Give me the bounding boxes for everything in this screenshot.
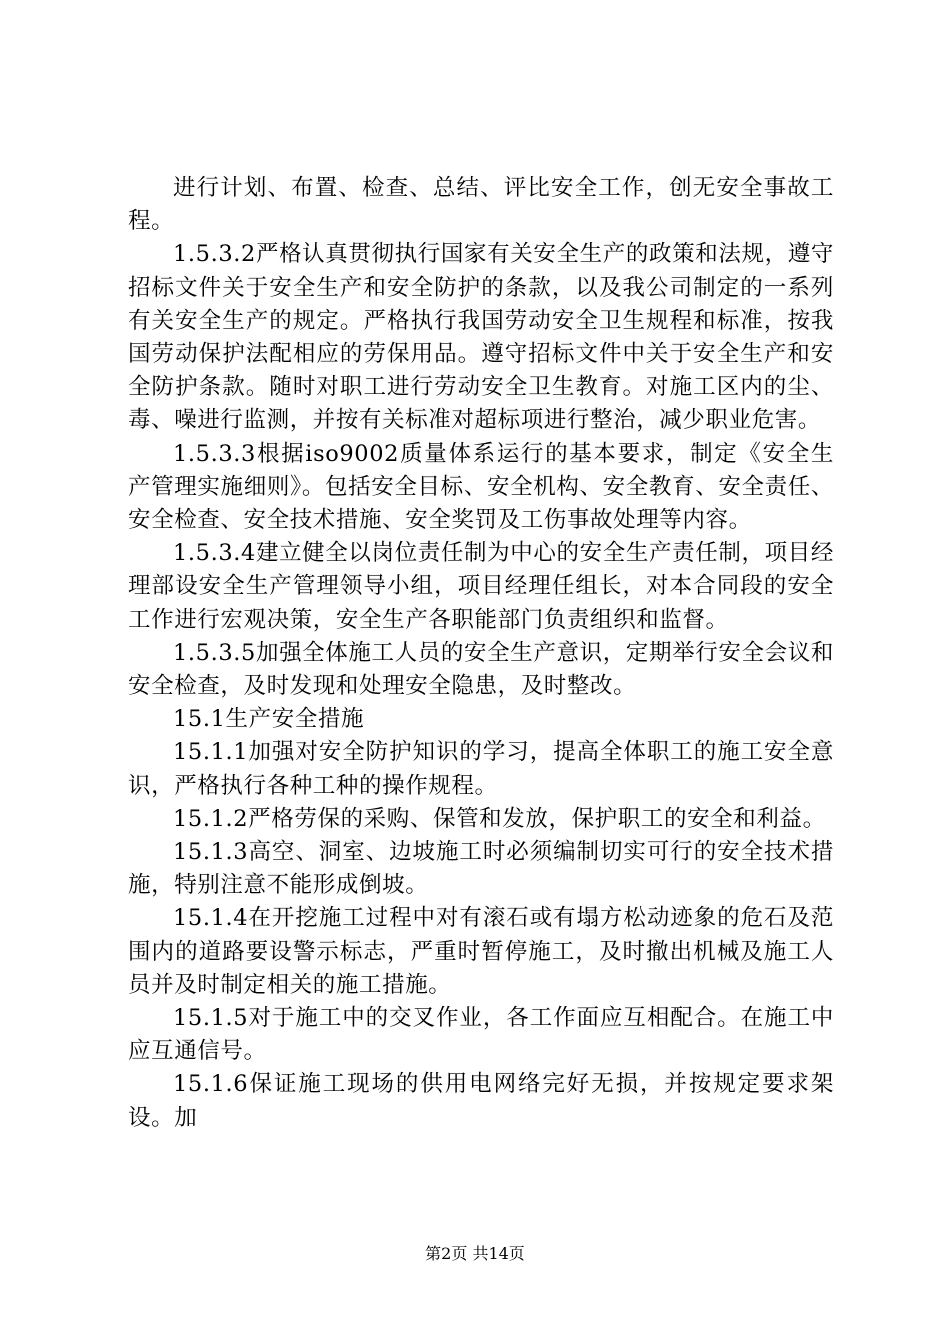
page-number-label: 第2页 共14页	[425, 1244, 525, 1263]
paragraph-1-5-3-2: 1.5.3.2严格认真贯彻执行国家有关安全生产的政策和法规，遵守招标文件关于安全生产和安全防护的条款，以及我公司制定的一系列有关安全生产的规定。严格执行我国劳动安全卫生规程和标准，按我国劳动保护法配相应的劳保用品。遵守招标文件中关于安全生产和安全防护条款。随时对职工进行劳动安全卫生教育。对施工区内的尘、毒、噪进行监测，并按有关标准对超标项进行整治，减少职业危害。	[128, 241, 834, 434]
paragraph-1-5-3-5: 1.5.3.5加强全体施工人员的安全生产意识，定期举行安全会议和安全检查，及时发现和处理安全隐患，及时整改。	[128, 639, 834, 700]
document-body	[128, 172, 834, 1135]
paragraph-15-1-3: 15.1.3高空、洞室、边坡施工时必须编制切实可行的安全技术措施，特别注意不能形成倒坡。	[128, 839, 834, 899]
paragraph-15-1-6: 15.1.6保证施工现场的供用电网络完好无损，并按规定要求架设。加	[128, 1071, 834, 1131]
paragraph-15-1-4: 15.1.4在开挖施工过程中对有滚石或有塌方松动迹象的危石及范围内的道路要设警示标志，严重时暂停施工，及时撤出机械及施工人员并及时制定相关的施工措施。	[128, 905, 834, 998]
page-footer	[0, 1244, 950, 1264]
paragraph-1-5-3-3: 1.5.3.3根据iso9002质量体系运行的基本要求，制定《安全生产管理实施细则》。包括安全目标、安全机构、安全教育、安全责任、安全检查、安全技术措施、安全奖罚及工伤事故处理等内容。	[128, 440, 834, 534]
paragraph-15-1-5: 15.1.5对于施工中的交叉作业，各工作面应互相配合。在施工中应互通信号。	[128, 1005, 834, 1065]
paragraph-intro: 进行计划、布置、检查、总结、评比安全工作，创无安全事故工程。	[128, 175, 834, 235]
section-heading-15-1: 15.1生产安全措施	[173, 706, 365, 733]
paragraph-15-1-1: 15.1.1加强对安全防护知识的学习，提高全体职工的施工安全意识，严格执行各种工种的操作规程。	[128, 739, 834, 799]
paragraph-1-5-3-4: 1.5.3.4建立健全以岗位责任制为中心的安全生产责任制，项目经理部设安全生产管理领导小组，项目经理任组长，对本合同段的安全工作进行宏观决策，安全生产各职能部门负责组织和监督。	[128, 540, 834, 633]
paragraph-15-1-2: 15.1.2严格劳保的采购、保管和发放，保护职工的安全和利益。	[173, 805, 826, 832]
